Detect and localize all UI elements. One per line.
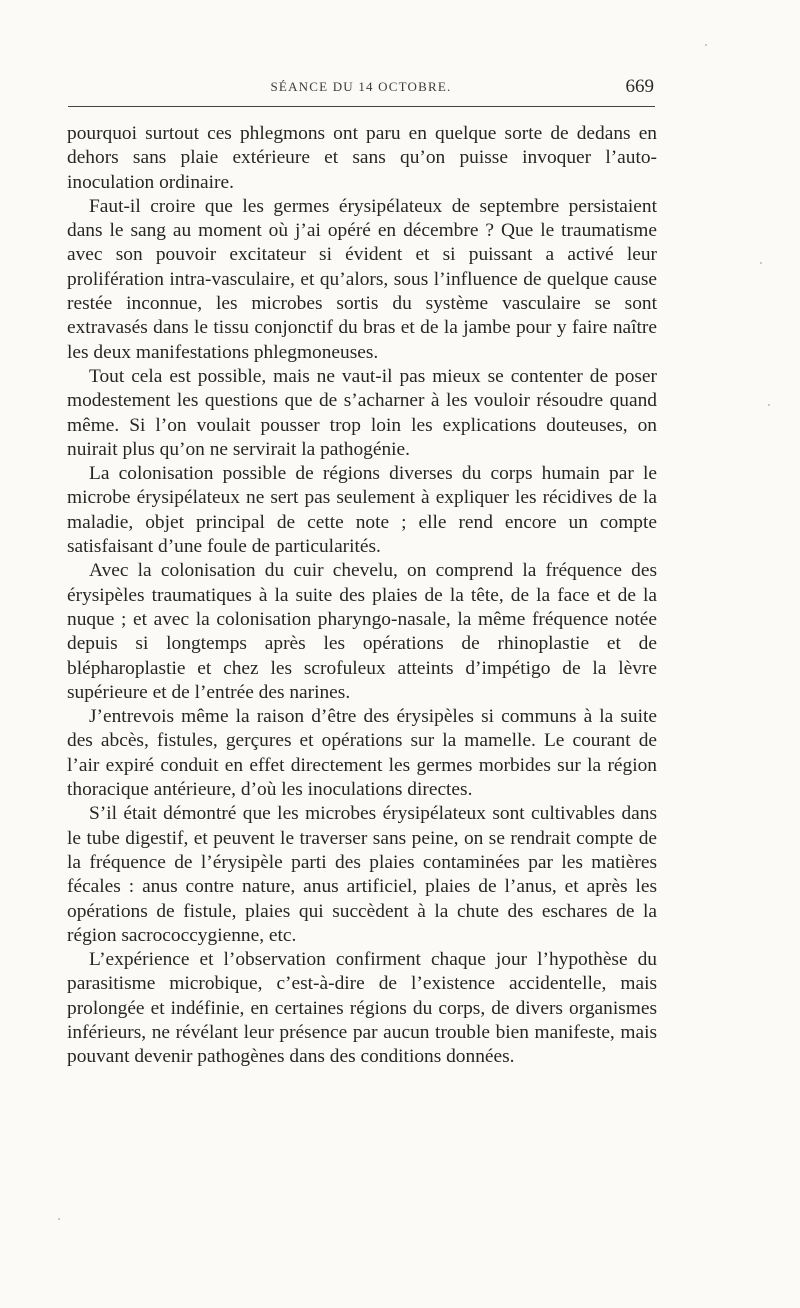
paragraph: Faut-il croire que les germes érysipélateux de septembre persistaient dans le sang au moment où j’ai opéré en décembre ? Que le traumatisme avec son pouvoir excitateur si évident et si puissant a activé leur prolifération intra-vasculaire, et qu’alors, sous l’influence de quelque cause restée inconnue, les microbes sortis du système vasculaire se sont extravasés dans le tissu conjonctif du bras et de la jambe pour y faire naître les deux manifestations phlegmoneuses. xyxy=(67,195,657,363)
paragraph: Avec la colonisation du cuir chevelu, on comprend la fréquence des érysipèles traumatiques à la suite des plaies de la tête, de la face et de la nuque ; et avec la colonisation pharyngo-nasale, la même fréquence notée depuis si longtemps après les opérations de rhinoplastie et de blépharoplastie et chez les scrofuleux atteints d’impétigo de la lèvre supérieure et de l’entrée des narines. xyxy=(67,560,657,703)
paragraph: Tout cela est possible, mais ne vaut-il pas mieux se contenter de poser modestement les questions que de s’acharner à les vouloir résoudre quand même. Si l’on voulait pousser trop loin les explications douteuses, on nuirait plus qu’on ne servirait la pathogénie. xyxy=(67,365,657,460)
paragraph: La colonisation possible de régions diverses du corps humain par le microbe érysipélateux ne sert pas seulement à expliquer les récidives de la maladie, objet principal de cette note ; elle rend encore un compte satisfaisant d’une foule de particularités. xyxy=(67,463,657,558)
paragraph: S’il était démontré que les microbes érysipélateux sont cultivables dans le tube digestif, et peuvent le traverser sans peine, on se rendrait compte de la fréquence de l’érysipèle parti des plaies contaminées par les matières fécales : anus contre nature, anus artificiel, plaies de l’anus, et après les opérations de fistule, plaies qui succèdent à la chute des eschares de la région sacrococcygienne, etc. xyxy=(67,803,657,946)
paragraph: L’expérience et l’observation confirment chaque jour l’hypothèse du parasitisme microbique, c’est-à-dire de l’existence accidentelle, mais prolongée et indéfinie, en certaines régions du corps, de divers organismes inférieurs, ne révélant leur présence par aucun trouble bien manifeste, mais pouvant devenir pathogènes dans des conditions données. xyxy=(67,949,657,1068)
paragraph: J’entrevois même la raison d’être des érysipèles si communs à la suite des abcès, fistules, gerçures et opérations sur la mamelle. Le courant de l’air expiré conduit en effet directement les germes morbides sur la région thoracique antérieure, d’où les inoculations directes. xyxy=(67,706,657,801)
header-rule xyxy=(68,106,655,107)
page-header xyxy=(66,77,656,101)
paper-speck xyxy=(768,404,770,406)
paragraph-continued: pourquoi surtout ces phlegmons ont paru en quelque sorte de dedans en dehors sans plaie extérieure et sans qu’on puisse invoquer l’auto-inoculation ordinaire. xyxy=(67,123,657,193)
body-text xyxy=(67,122,657,1070)
running-head: SÉANCE DU 14 OCTOBRE. xyxy=(270,79,452,94)
page-number: 669 xyxy=(625,76,654,97)
paper-speck xyxy=(705,44,707,46)
paper-speck xyxy=(760,262,762,264)
paper-speck xyxy=(58,1218,60,1220)
